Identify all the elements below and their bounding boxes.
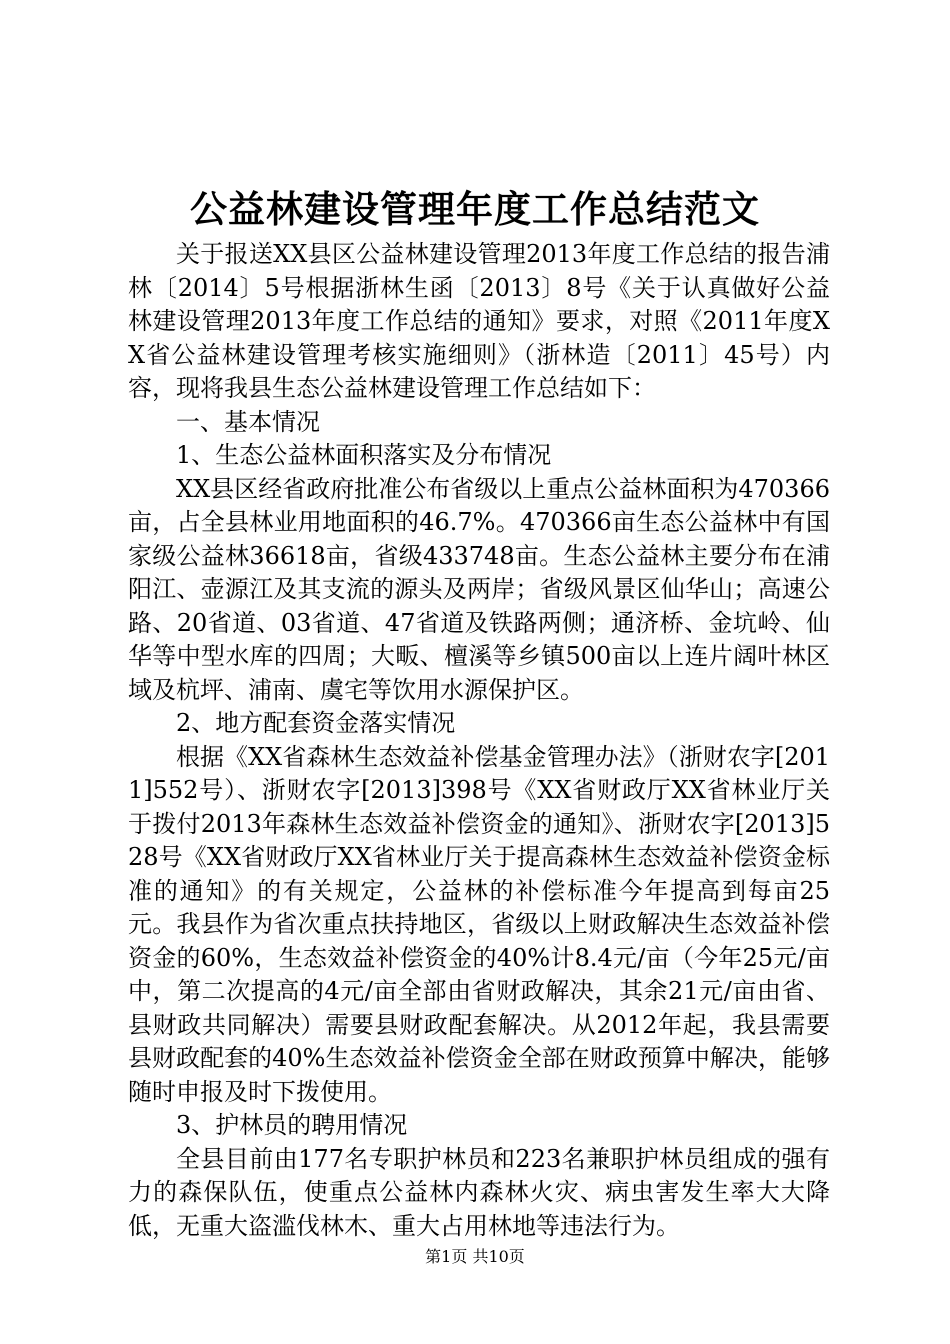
ranger-paragraph: 全县目前由177名专职护林员和223名兼职护林员组成的强有力的森保队伍，使重点公益林内森林火灾、病虫害发生率大大降低，无重大盗滥伐林木、重大占用林地等违法行为。: [128, 1144, 830, 1240]
forest-area-paragraph: XX县区经省政府批准公布省级以上重点公益林面积为470366亩，占全县林业用地面积的46.7%。470366亩生态公益林中有国家级公益林36618亩，省级433748亩。生态公益林主要分布在浦阳江、壶源江及其支流的源头及两岸；省级风景区仙华山；高速公路、20省道、03省道、47省道及铁路两侧；通济桥、金坑岭、仙华等中型水库的四周；大畈、檀溪等乡镇500亩以上连片阔叶林区域及杭坪、浦南、虞宅等饮用水源保护区。: [128, 474, 830, 704]
document-body: [128, 238, 830, 1243]
subsection-heading-2: 2、地方配套资金落实情况: [176, 709, 456, 737]
document-title: 公益林建设管理年度工作总结范文: [190, 187, 760, 231]
section-heading-basic-situation: 一、基本情况: [176, 407, 320, 436]
subsection-heading-3: 3、护林员的聘用情况: [176, 1111, 408, 1139]
page-footer: 第1页 共10页: [425, 1247, 525, 1266]
intro-paragraph: 关于报送XX县区公益林建设管理2013年度工作总结的报告浦林〔2014〕5号根据浙林生函〔2013〕8号《关于认真做好公益林建设管理2013年度工作总结的通知》要求，对照《2011年度XX省公益林建设管理考核实施细则》（浙林造〔2011〕45号）内容，现将我县生态公益林建设管理工作总结如下：: [128, 240, 830, 402]
subsection-heading-1: 1、生态公益林面积落实及分布情况: [176, 441, 552, 469]
funding-paragraph: 根据《XX省森林生态效益补偿基金管理办法》（浙财农字[2011]552号）、浙财农字[2013]398号《XX省财政厅XX省林业厅关于拨付2013年森林生态效益补偿资金的通知》、浙财农字[2013]528号《XX省财政厅XX省林业厅关于提高森林生态效益补偿资金标准的通知》的有关规定，公益林的补偿标准今年提高到每亩25元。我县作为省次重点扶持地区，省级以上财政解决生态效益补偿资金的60%，生态效益补偿资金的40%计8.4元/亩（今年25元/亩中，第二次提高的4元/亩全部由省财政解决，其余21元/亩由省、县财政共同解决）需要县财政配套解决。从2012年起，我县需要县财政配套的40%生态效益补偿资金全部在财政预算中解决，能够随时申报及时下拨使用。: [128, 742, 830, 1106]
